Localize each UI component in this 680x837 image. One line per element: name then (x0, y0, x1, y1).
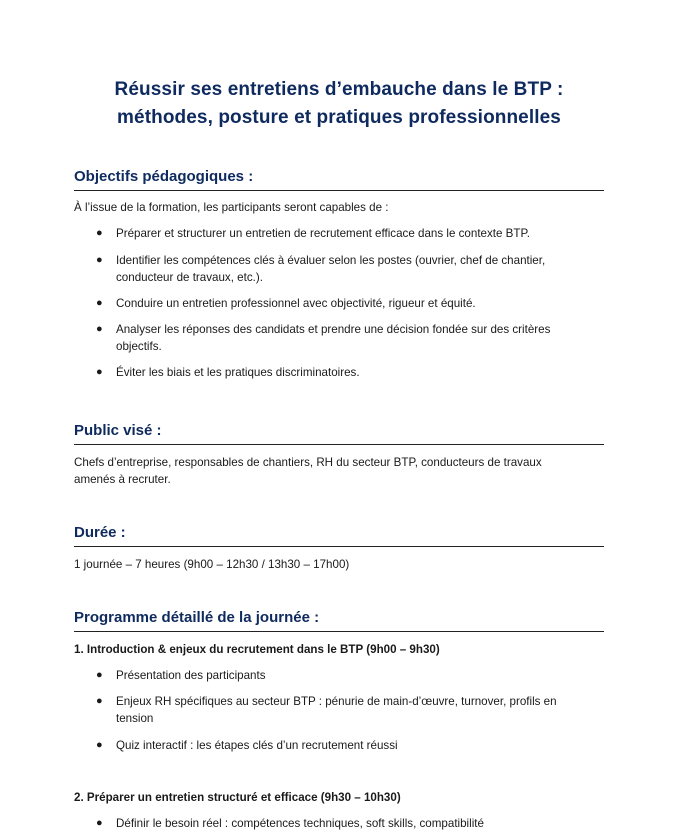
objectifs-intro: À l’issue de la formation, les participants seront capables de : (74, 201, 389, 214)
heading-programme: Programme détaillé de la journée : (74, 608, 604, 632)
bullet-icon: ● (96, 817, 103, 829)
list-item: ● Quiz interactif : les étapes clés d’un recrutement réussi (96, 739, 398, 752)
heading-public: Public visé : (74, 421, 604, 445)
document-title (74, 76, 604, 132)
list-item: ● Définir le besoin réel : compétences techniques, soft skills, compatibilité (96, 817, 484, 830)
list-item: ● Conduire un entretien professionnel avec objectivité, rigueur et équité. (96, 297, 476, 310)
bullet-icon: ● (96, 695, 103, 707)
heading-duree: Durée : (74, 523, 604, 547)
bullet-icon: ● (96, 366, 103, 378)
title-line-2: méthodes, posture et pratiques professionnelles (117, 107, 561, 128)
bullet-icon: ● (96, 227, 103, 239)
list-item: ● Enjeux RH spécifiques au secteur BTP : pénurie de main-d’œuvre, turnover, profils en tension (96, 695, 557, 725)
list-item: ● Présentation des participants (96, 669, 266, 682)
bullet-icon: ● (96, 297, 103, 309)
programme-section-title: 2. Préparer un entretien structuré et efficace (9h30 – 10h30) (74, 791, 401, 804)
list-item: ● Préparer et structurer un entretien de recrutement efficace dans le contexte BTP. (96, 227, 530, 240)
list-item: ● Analyser les réponses des candidats et prendre une décision fondée sur des critères objectifs. (96, 323, 551, 353)
list-item: ● Éviter les biais et les pratiques discriminatoires. (96, 366, 360, 379)
programme-section-title: 1. Introduction & enjeux du recrutement dans le BTP (9h00 – 9h30) (74, 643, 440, 656)
public-text: Chefs d’entreprise, responsables de chantiers, RH du secteur BTP, conducteurs de travaux amenés à recruter. (74, 456, 542, 486)
bullet-icon: ● (96, 669, 103, 681)
list-item: ● Identifier les compétences clés à évaluer selon les postes (ouvrier, chef de chantier, conducteur de travaux, etc.). (96, 254, 546, 284)
bullet-icon: ● (96, 739, 103, 751)
bullet-icon: ● (96, 254, 103, 266)
duree-text: 1 journée – 7 heures (9h00 – 12h30 / 13h30 – 17h00) (74, 558, 350, 571)
title-line-1: Réussir ses entretiens d’embauche dans le BTP : (114, 79, 564, 100)
bullet-icon: ● (96, 323, 103, 335)
heading-objectifs: Objectifs pédagogiques : (74, 167, 604, 191)
